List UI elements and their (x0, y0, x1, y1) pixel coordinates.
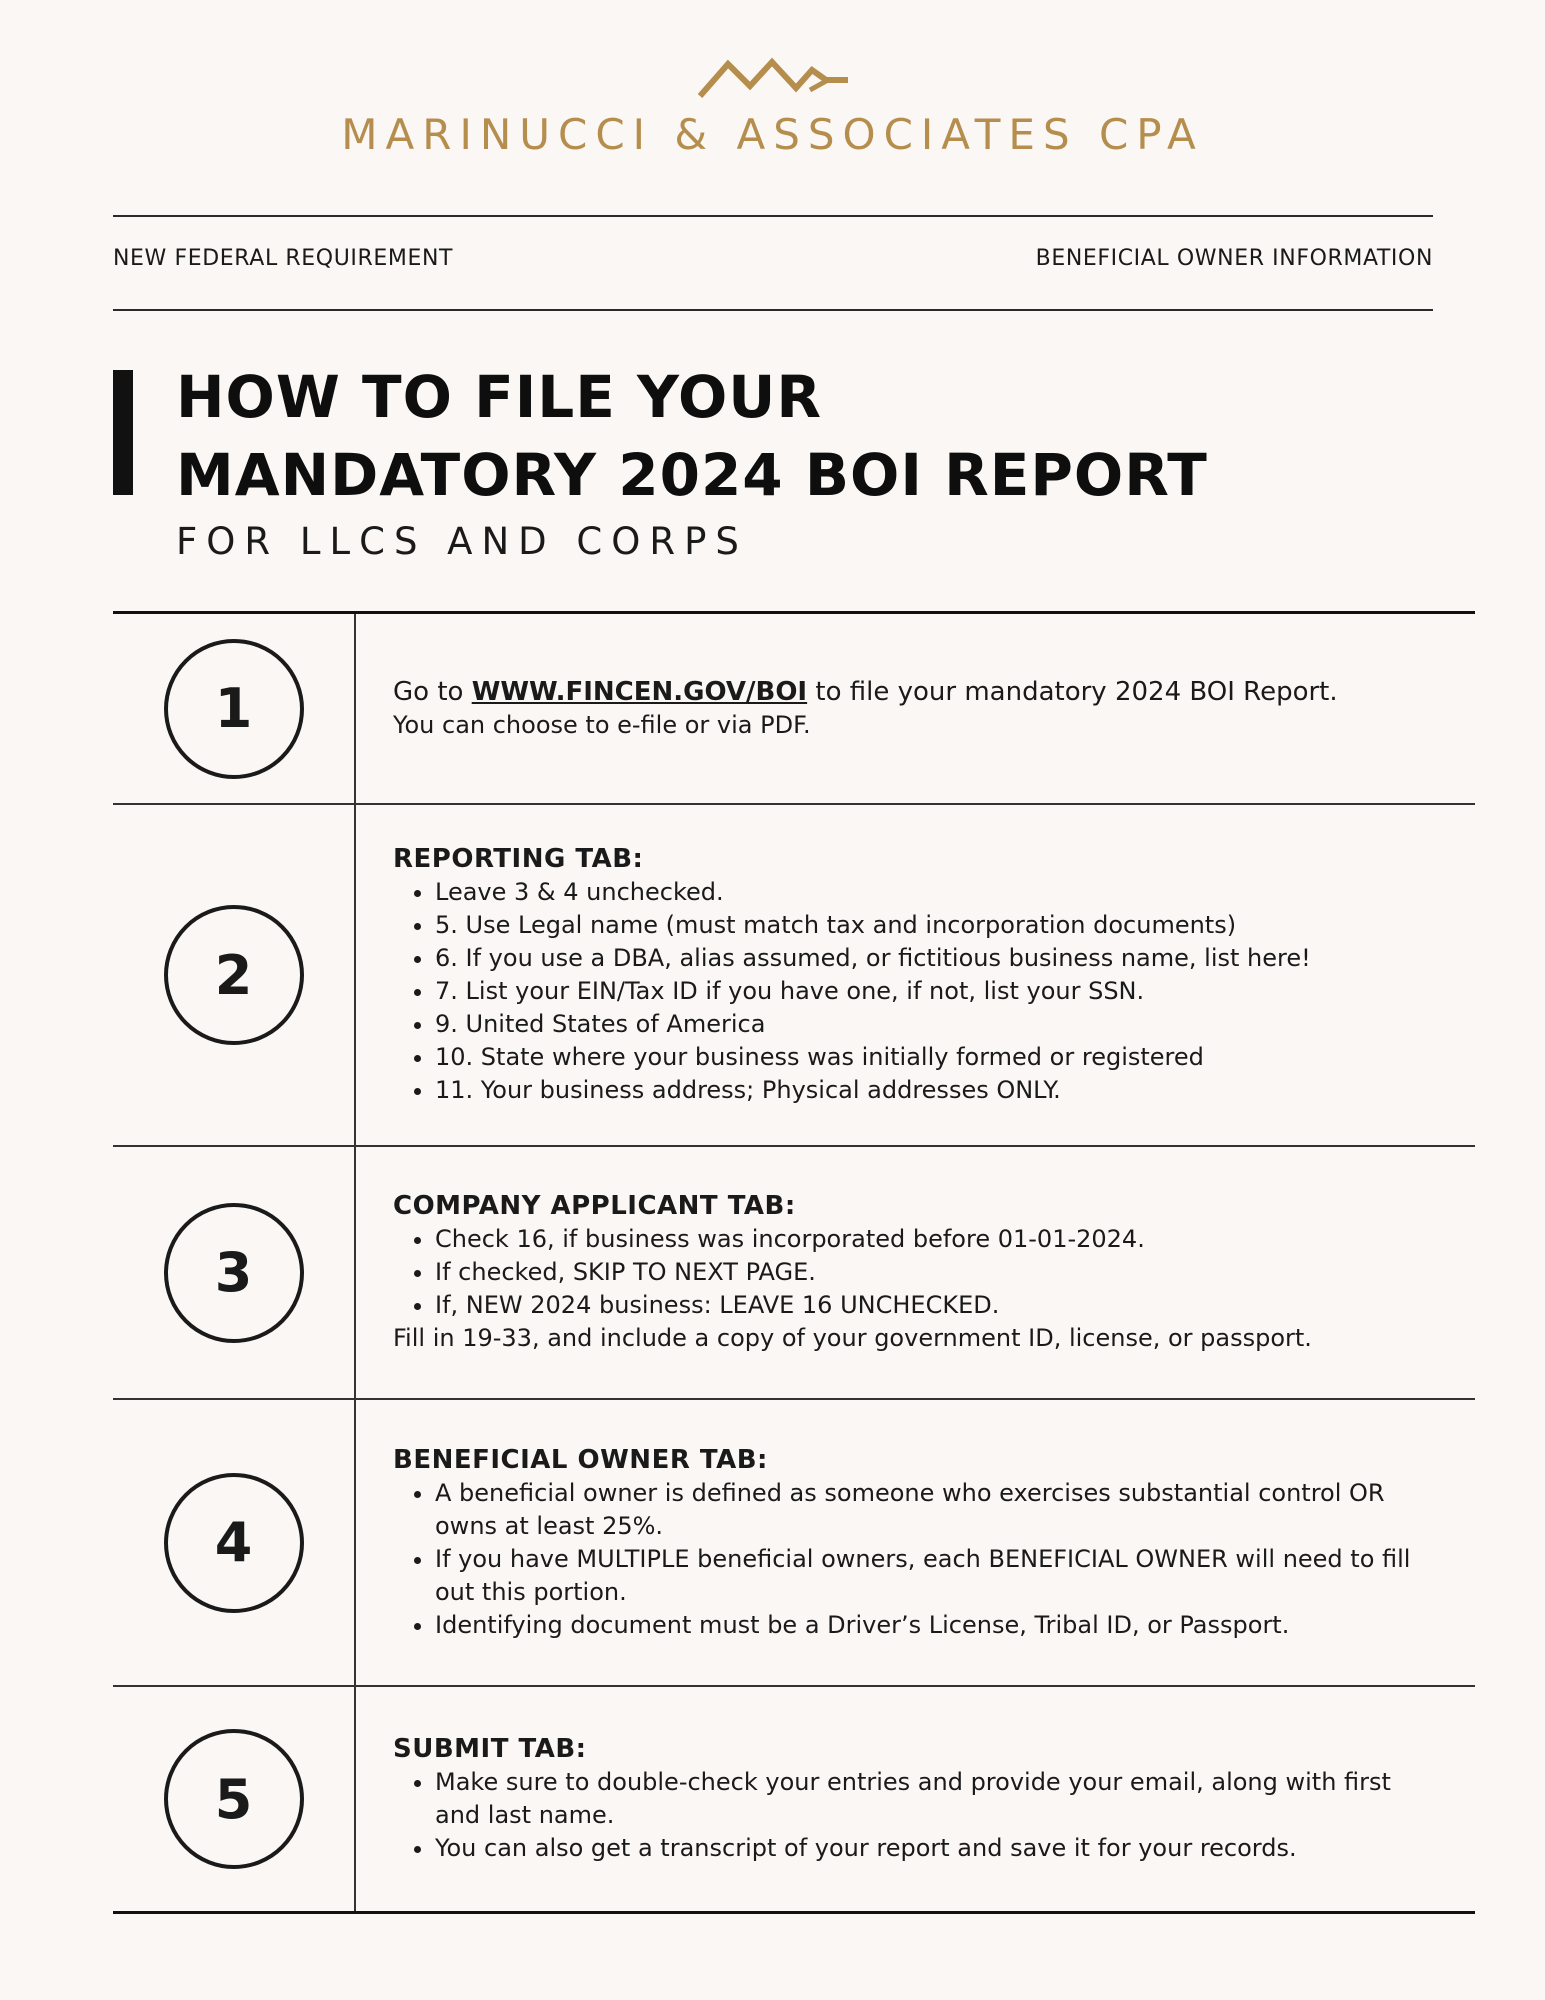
step-5 (113, 1687, 1475, 1911)
list-item: • Identifying document must be a Driver’s License, Tribal ID, or Passport. (435, 1609, 1435, 1642)
step-number-circle: 5 (164, 1729, 304, 1869)
list-item: • If checked, SKIP TO NEXT PAGE. (435, 1256, 1435, 1289)
lead-text-after: to file your mandatory 2024 BOI Report. (807, 677, 1338, 707)
step-1-lead (393, 675, 1435, 709)
lead-text-before: Go to (393, 677, 472, 707)
step-number-cell (113, 805, 356, 1145)
step-list (393, 1766, 1435, 1865)
list-item: • A beneficial owner is defined as someone who exercises substantial control OR owns at least 25%. (435, 1477, 1435, 1543)
list-item: • You can also get a transcript of your report and save it for your records. (435, 1832, 1435, 1865)
step-list (393, 876, 1435, 1107)
topic-label: BENEFICIAL OWNER INFORMATION (1035, 246, 1433, 271)
list-item: • 6. If you use a DBA, alias assumed, or fictitious business name, list here! (435, 942, 1435, 975)
step-number-circle: 4 (164, 1473, 304, 1613)
list-item: • 11. Your business address; Physical addresses ONLY. (435, 1074, 1435, 1107)
list-item: • If you have MULTIPLE beneficial owners, each BENEFICIAL OWNER will need to fill out this portion. (435, 1543, 1435, 1609)
page-subtitle: FOR LLCS AND CORPS (176, 520, 748, 563)
step-number-circle: 3 (164, 1203, 304, 1343)
step-number-circle: 1 (164, 639, 304, 779)
title-line-1: HOW TO FILE YOUR (176, 363, 823, 431)
step-1 (113, 614, 1475, 805)
step-heading: BENEFICIAL OWNER TAB: (393, 1444, 768, 1475)
step-list (393, 1477, 1435, 1642)
step-number-cell (113, 1147, 356, 1398)
step-content (356, 1400, 1475, 1685)
step-4 (113, 1400, 1475, 1687)
step-heading: SUBMIT TAB: (393, 1734, 587, 1764)
steps-table (113, 611, 1475, 1914)
title-accent-bar (113, 370, 133, 495)
step-heading: COMPANY APPLICANT TAB: (393, 1191, 796, 1221)
step-list (393, 1223, 1435, 1322)
step-2 (113, 805, 1475, 1147)
requirement-label: NEW FEDERAL REQUIREMENT (113, 246, 454, 271)
step-content (356, 614, 1475, 803)
step-number-cell (113, 614, 356, 803)
step-1-sub: You can choose to e-file or via PDF. (393, 711, 811, 739)
brand-name: MARINUCCI & ASSOCIATES CPA (341, 110, 1204, 159)
step-heading: REPORTING TAB: (393, 844, 644, 874)
step-footer-note: Fill in 19-33, and include a copy of your government ID, license, or passport. (393, 1324, 1312, 1352)
list-item: • 5. Use Legal name (must match tax and incorporation documents) (435, 909, 1435, 942)
list-item: • Make sure to double-check your entries and provide your email, along with first and last name. (435, 1766, 1435, 1832)
title-line-2: MANDATORY 2024 BOI REPORT (176, 441, 1208, 509)
list-item: • 10. State where your business was initially formed or registered (435, 1041, 1435, 1074)
list-item: • If, NEW 2024 business: LEAVE 16 UNCHECKED. (435, 1289, 1435, 1322)
list-item: • 7. List your EIN/Tax ID if you have one, if not, list your SSN. (435, 975, 1435, 1008)
step-content (356, 1147, 1475, 1398)
list-item: • Leave 3 & 4 unchecked. (435, 876, 1435, 909)
step-number-cell (113, 1400, 356, 1685)
page-title (176, 358, 1208, 514)
step-3 (113, 1147, 1475, 1400)
mountain-logo-icon (698, 56, 850, 100)
list-item: • Check 16, if business was incorporated before 01-01-2024. (435, 1223, 1435, 1256)
header-divider-bottom (113, 309, 1433, 311)
step-number-cell (113, 1687, 356, 1911)
step-content (356, 805, 1475, 1145)
step-number-circle: 2 (164, 905, 304, 1045)
list-item: • 9. United States of America (435, 1008, 1435, 1041)
fincen-link[interactable]: WWW.FINCEN.GOV/BOI (471, 677, 808, 707)
header-divider-top (113, 215, 1433, 217)
step-content (356, 1687, 1475, 1911)
